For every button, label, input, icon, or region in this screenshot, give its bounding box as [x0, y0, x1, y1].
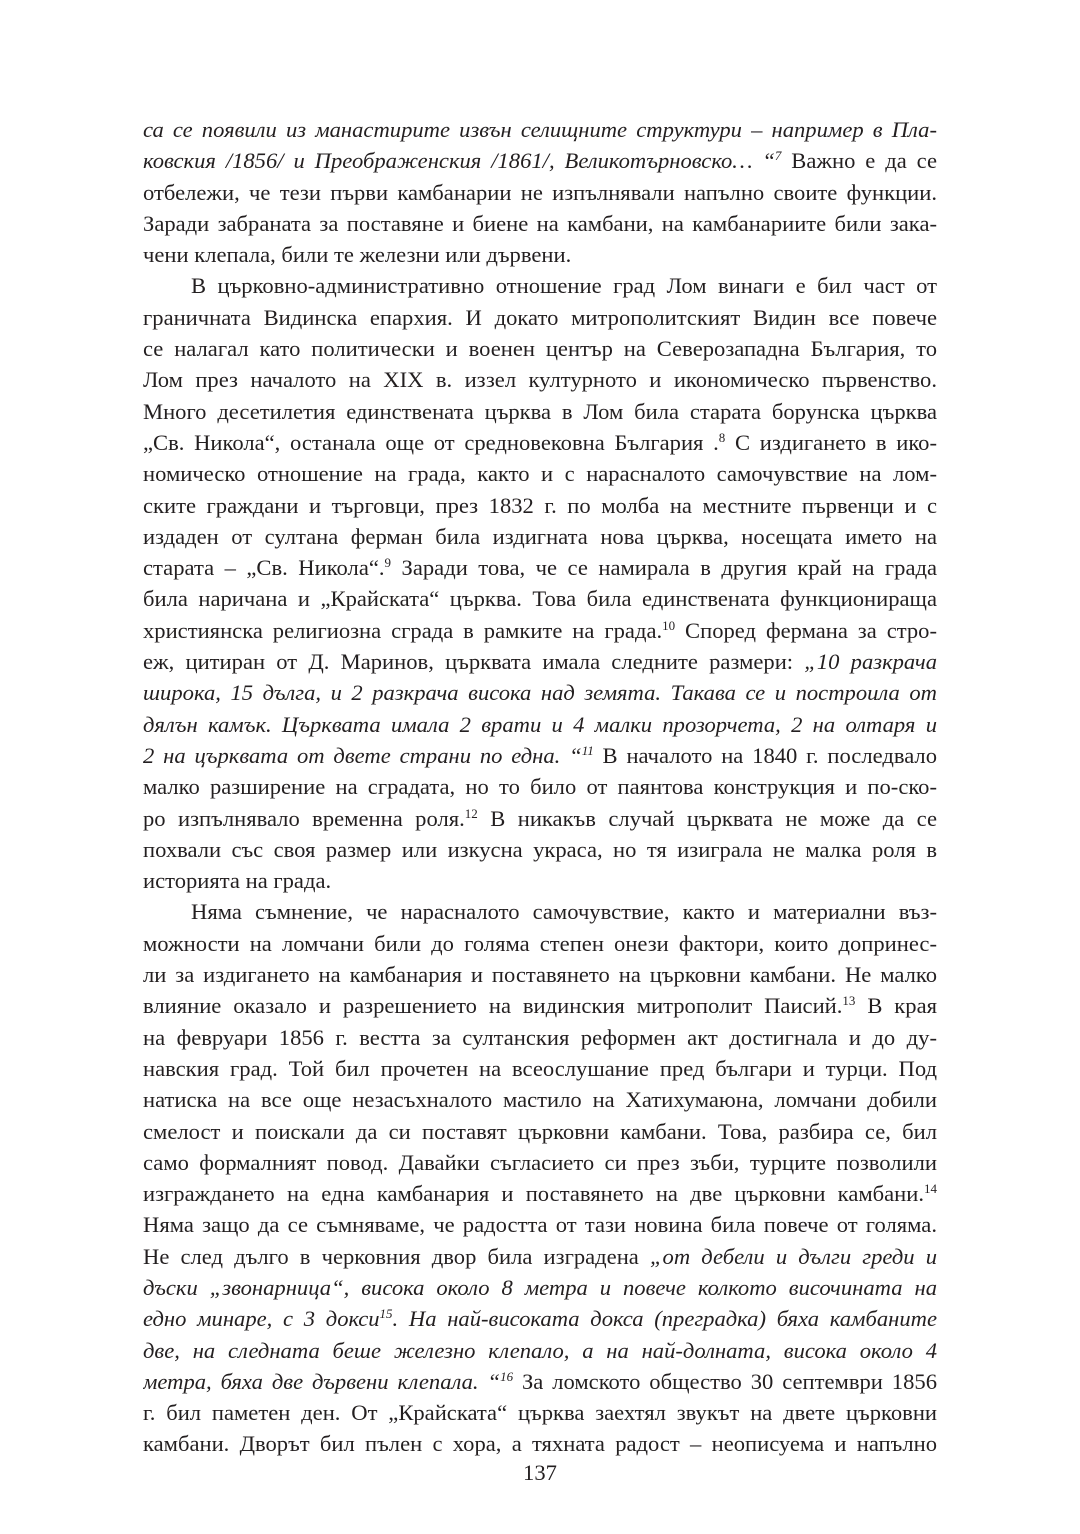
text-run: историята на града. [143, 868, 332, 894]
text-line [143, 1147, 937, 1178]
text-run: В църковно-административно отношение град Лом винаги е бил част от [191, 273, 937, 299]
quoted-text: „10 разкрача [804, 649, 937, 675]
text-run: влияние оказало и разрешението на видинския митрополит Паисий. [143, 993, 843, 1019]
text-run: навския град. Той бил прочетен на всеослушание пред българи и турци. Под [143, 1055, 937, 1081]
text-run: Няма защо да се съмняваме, че радостта от тази новина била повече от голяма. [143, 1212, 937, 1238]
text-run: натиска на все още незасъхналото мастило на Хатихумаюна, ломчани добили [143, 1087, 937, 1113]
text-run: Заради забраната за поставяне и биене на камбани, на камбанариите били зака- [143, 210, 937, 236]
text-run: ските граждани и търговци, през 1832 г. по молба на местните първенци и с [143, 492, 937, 518]
text-run: номическо отношение на града, както и с нарасналото самочувствие на лом- [143, 461, 937, 487]
text-line [143, 114, 937, 145]
text-line [143, 458, 937, 489]
text-run: В края [855, 993, 937, 1019]
text-run: отбележи, че тези първи камбанарии не изпълнявали напълно своите функции. [143, 179, 937, 205]
text-run: граничната Видинска епархия. И докато митрополитският Видин все повече [143, 304, 937, 330]
text-run: ро изпълнявало временна роля. [143, 805, 465, 831]
text-line [143, 959, 937, 990]
text-line [143, 583, 937, 614]
text-line [143, 1335, 937, 1366]
text-line [143, 1116, 937, 1147]
text-run: чени клепала, били те железни или дървени. [143, 242, 572, 268]
text-run: Според фермана за стро- [675, 617, 937, 643]
text-run: християнска религиозна сграда в рамките на града. [143, 617, 663, 643]
text-run: само формалният повод. Давайки съгласието си през зъби, турците позволили [143, 1149, 937, 1175]
text-line [143, 646, 937, 677]
text-line [143, 1084, 937, 1115]
text-run: похвали със своя размер или изкусна украса, но тя изиграла не малка роля в [143, 836, 937, 862]
text-run: на февруари 1856 г. вестта за султанския реформен акт достигнала и до ду- [143, 1024, 937, 1050]
text-line [143, 1241, 937, 1272]
text-line [143, 771, 937, 802]
text-line [143, 270, 937, 301]
text-line [143, 990, 937, 1021]
footnote-ref: 14 [924, 1181, 937, 1197]
text-run: ли за издигането на камбанария и поставянето на църковни камбани. Не малко [143, 962, 937, 988]
text-line [143, 928, 937, 959]
text-line [143, 490, 937, 521]
text-line [143, 177, 937, 208]
text-run: можности на ломчани били до голяма степен онези фактори, които допринес- [143, 930, 937, 956]
text-run: В никакъв случай църквата не може да се [477, 805, 937, 831]
quoted-text: едно минаре, с 3 докси [143, 1306, 380, 1332]
footnote-ref: 15 [379, 1306, 393, 1322]
text-line [143, 1053, 937, 1084]
quoted-text: метра, бяха две дървени клепала. “ [143, 1368, 501, 1394]
text-line [143, 364, 937, 395]
text-line [143, 1272, 937, 1303]
page-number: 137 [523, 1460, 557, 1485]
text-run: се налагал като политически и военен център на Северозападна България, то [143, 336, 937, 362]
text-line [143, 427, 937, 458]
text-line [143, 803, 937, 834]
text-line [143, 865, 937, 896]
text-line [143, 615, 937, 646]
text-line [143, 333, 937, 364]
footnote-ref: 7 [774, 148, 782, 164]
text-run: била наричана и „Крайската“ църква. Това била единствената функционираща [143, 586, 937, 612]
quoted-text: „от дебели и дълги греди и [649, 1243, 937, 1269]
text-line [143, 1428, 937, 1459]
text-run: За ломското общество 30 септември 1856 [513, 1368, 937, 1394]
text-run: Няма съмнение, че нарасналото самочувствие, както и материални въз- [191, 899, 937, 925]
text-run: изграждането на една камбанария и поставянето на две църковни камбани. [143, 1181, 924, 1207]
text-line [143, 677, 937, 708]
text-line [143, 521, 937, 552]
quoted-text: дялън камък. Църквата имала 2 врати и 4 малки прозорчета, 2 на олтаря и [143, 711, 937, 737]
text-run: Не след дълго в черковния двор била изградена [143, 1243, 650, 1269]
text-line [143, 834, 937, 865]
text-run: Лом през началото на XIX в. иззел културното и икономическо първенство. [143, 367, 937, 393]
text-run: Много десетилетия единствената църква в Лом била старата борунска църква [143, 398, 937, 424]
quoted-text: дъски „звонарница“, висока около 8 метра и повече колкото височината на [143, 1274, 937, 1300]
footnote-ref: 12 [464, 805, 478, 821]
quoted-text: широка, 15 дълга, и 2 разкрача висока над земята. Такава се и построила от [143, 680, 937, 706]
text-line [143, 740, 937, 771]
text-line [143, 709, 937, 740]
text-line [143, 1397, 937, 1428]
footnote-ref: 10 [662, 617, 676, 633]
text-run: „Св. Никола“, останала още от средновековна България . [143, 429, 719, 455]
text-run: Заради това, че се намирала в другия край на града [391, 555, 937, 581]
quoted-text: 2 на църквата от двете страни по една. “ [143, 742, 582, 768]
footnote-ref: 16 [500, 1368, 514, 1384]
quoted-text: са се появили из манастирите извън селищните структури – например в Пла- [143, 117, 937, 142]
text-line [143, 208, 937, 239]
quoted-text: . На най-високата докса (преградка) бяха камбаните [392, 1306, 937, 1332]
footnote-ref: 13 [842, 993, 856, 1009]
text-line [143, 239, 937, 270]
text-line [143, 1022, 937, 1053]
text-run: В началото на 1840 г. последвало [593, 742, 937, 768]
footnote-ref: 8 [718, 429, 726, 445]
text-run: камбани. Дворът бил пълен с хора, а тяхната радост – неописуема и напълно [143, 1431, 937, 1457]
text-line [143, 396, 937, 427]
footnote-ref: 9 [384, 555, 392, 571]
text-line [143, 1303, 937, 1334]
text-run: смелост и поискали да си поставят църковни камбани. Това, разбира се, бил [143, 1118, 937, 1144]
text-line [143, 1178, 937, 1209]
text-run: С издигането в ико- [725, 429, 937, 455]
text-run: малко разширение на сградата, но то било от паянтова конструкция и по-ско- [143, 774, 937, 800]
text-run: г. бил паметен ден. От „Крайската“ църква заехтял звукът на двете църковни [143, 1400, 937, 1426]
text-run: старата – „Св. Никола“. [143, 555, 385, 581]
text-run: еж, цитиран от Д. Маринов, църквата имала следните размери: [143, 649, 805, 675]
quoted-text: ковския /1856/ и Преображенския /1861/, Великотърновско… “ [143, 148, 775, 174]
quoted-text: две, на следната беше железно клепало, а на най-долната, висока около 4 [143, 1337, 937, 1363]
text-line [143, 1209, 937, 1240]
footnote-ref: 11 [581, 742, 594, 758]
text-run: издаден от султана ферман била издигната нова църква, носещата името на [143, 523, 937, 549]
page-body-text [143, 114, 937, 1460]
text-line [143, 145, 937, 176]
text-line [143, 552, 937, 583]
text-line [143, 896, 937, 927]
text-line [143, 302, 937, 333]
text-line [143, 1366, 937, 1397]
text-run: Важно е да се [781, 148, 937, 174]
